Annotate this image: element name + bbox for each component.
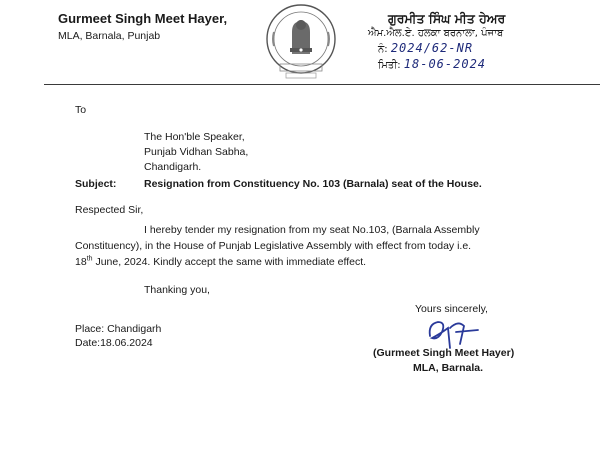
body-date-suffix: th: [86, 255, 93, 263]
place-line: Place: Chandigarh: [75, 323, 162, 335]
body-line: Constituency), in the House of Punjab Legislative Assembly with effect from today i.e.: [75, 240, 472, 252]
state-emblem-seal: [262, 2, 340, 82]
letterhead-name-english: Gurmeet Singh Meet Hayer,: [58, 11, 228, 26]
letterhead-divider: [44, 84, 600, 85]
letterhead-name-punjabi: ਗੁਰਮੀਤ ਸਿੰਘ ਮੀਤ ਹੇਅਰ: [388, 11, 506, 26]
body-date-day: 18: [75, 256, 87, 268]
body-line: I hereby tender my resignation from my seat No.103, (Barnala Assembly: [144, 224, 480, 236]
recipient-to: To: [75, 104, 87, 116]
recipient-address-line: Chandigarh.: [144, 161, 202, 173]
date-line: Date:18.06.2024: [75, 337, 153, 349]
subject-text: Resignation from Constituency No. 103 (Barnala) seat of the House.: [144, 178, 482, 190]
reference-date-handwritten: 18-06-2024: [403, 57, 487, 71]
letterhead-subtitle-english: MLA, Barnala, Punjab: [58, 30, 161, 42]
subject-label: Subject:: [75, 178, 117, 190]
recipient-address-line: Punjab Vidhan Sabha,: [144, 146, 249, 158]
recipient-address-line: The Hon'ble Speaker,: [144, 131, 245, 143]
body-line-rest: June, 2024. Kindly accept the same with immediate effect.: [92, 256, 367, 268]
reference-number-line: [378, 41, 473, 55]
reference-label: ਨੰ:: [378, 44, 388, 55]
salutation: Respected Sir,: [75, 204, 144, 216]
reference-number-handwritten: 2024/62-NR: [390, 41, 474, 55]
letterhead-subtitle-punjabi: ਐਮ.ਐਲ.ਏ. ਹਲਕਾ ਬਰਨਾਲਾ, ਪੰਜਾਬ: [368, 28, 504, 39]
reference-date-line: [378, 57, 486, 71]
signatory-role: MLA, Barnala.: [413, 362, 484, 374]
thanking-line: Thanking you,: [144, 284, 210, 296]
reference-date-label: ਮਿਤੀ:: [378, 60, 401, 71]
body-line: [75, 255, 366, 269]
closing-line: Yours sincerely,: [415, 303, 488, 315]
signatory-name: (Gurmeet Singh Meet Hayer): [373, 347, 515, 359]
